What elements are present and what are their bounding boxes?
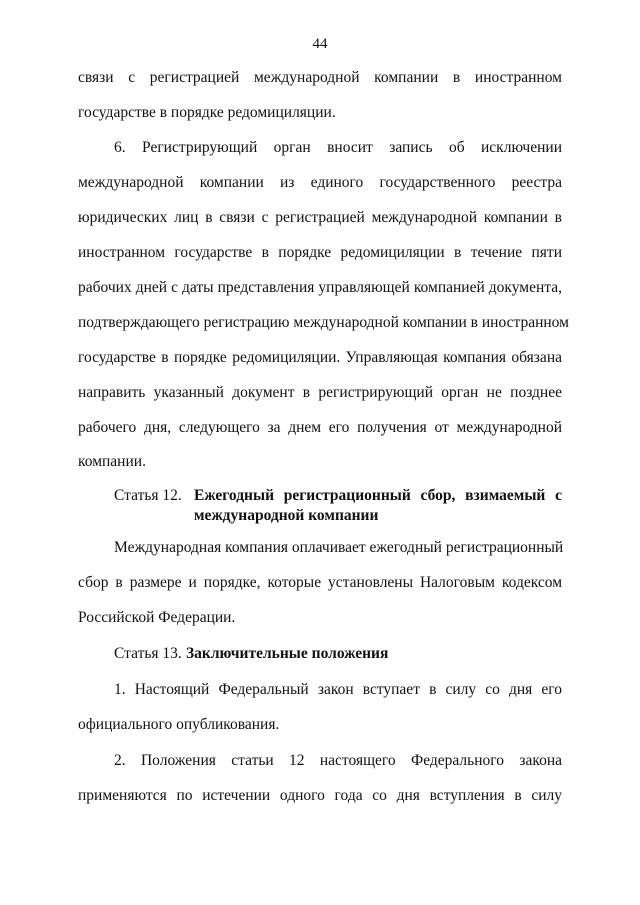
paragraph-line: государстве в порядке редомициляции. Управляющая компания обязана bbox=[78, 349, 562, 366]
paragraph-line: рабочего дня, следующего за днем его получения от международной bbox=[78, 419, 562, 436]
paragraph-line: сбор в размере и порядке, которые установлены Налоговым кодексом bbox=[78, 574, 562, 591]
paragraph-line: компании. bbox=[78, 453, 146, 470]
paragraph-line: связи с регистрацией международной компании в иностранном bbox=[78, 69, 562, 86]
paragraph-line: официального опубликования. bbox=[78, 716, 280, 733]
article-13-title-line: Заключительные положения bbox=[186, 645, 389, 662]
article-12-title-line: международной компании bbox=[194, 507, 379, 524]
paragraph-line: юридических лиц в связи с регистрацией международной компании в bbox=[78, 209, 562, 226]
article-12-heading bbox=[114, 486, 562, 526]
paragraph-line: подтверждающего регистрацию международной компании в иностранном bbox=[78, 314, 569, 331]
paragraph-line: международной компании из единого государственного реестра bbox=[78, 174, 562, 191]
article-13-label: Статья 13. bbox=[114, 645, 182, 662]
paragraph-line: иностранном государстве в порядке редомициляции в течение пяти bbox=[78, 244, 562, 261]
article-12-title-line: Ежегодный регистрационный сбор, взимаемый с bbox=[194, 487, 562, 504]
article-13-title bbox=[186, 644, 562, 664]
paragraph-line: Российской Федерации. bbox=[78, 609, 236, 626]
article-12-title bbox=[194, 486, 562, 526]
page-number: 44 bbox=[312, 36, 328, 52]
article-12-label: Статья 12. bbox=[114, 487, 182, 504]
article-13-heading bbox=[114, 644, 562, 664]
paragraph-line: государстве в порядке редомициляции. bbox=[78, 104, 336, 121]
paragraph-line: применяются по истечении одного года со дня вступления в силу bbox=[78, 787, 562, 804]
paragraph-line: 6. Регистрирующий орган вносит запись об исключении bbox=[114, 139, 562, 156]
paragraph-line: 1. Настоящий Федеральный закон вступает в силу со дня его bbox=[114, 681, 562, 698]
paragraph-line: рабочих дней с даты представления управляющей компанией документа, bbox=[78, 279, 562, 296]
paragraph-line: направить указанный документ в регистрирующий орган не позднее bbox=[78, 384, 562, 401]
paragraph-line: Международная компания оплачивает ежегодный регистрационный bbox=[114, 539, 564, 556]
paragraph-line: 2. Положения статьи 12 настоящего Федерального закона bbox=[114, 752, 562, 769]
